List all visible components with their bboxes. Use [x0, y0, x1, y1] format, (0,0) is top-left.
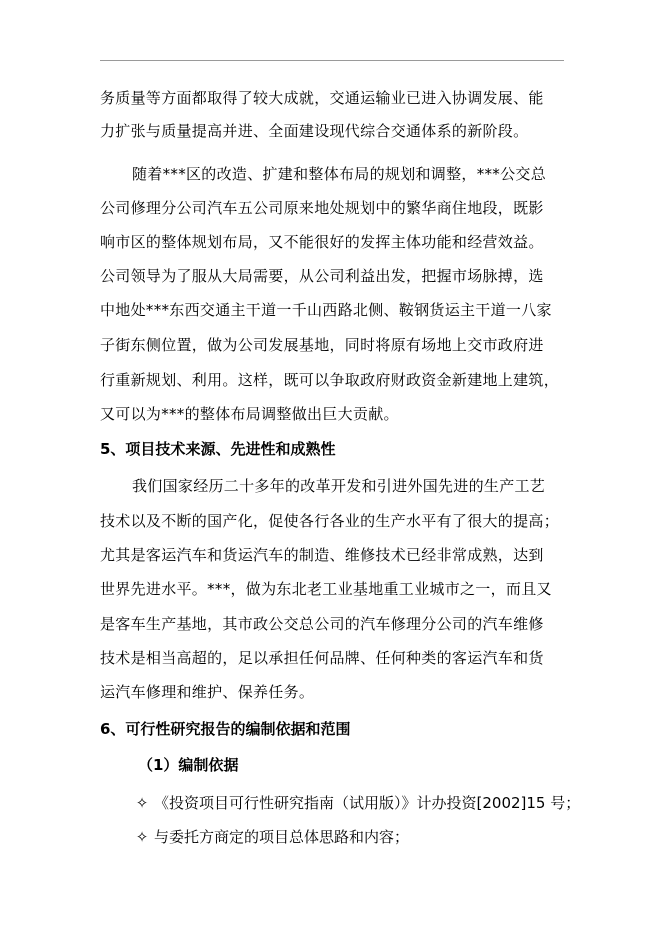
body-text-line: 技术是相当高超的，足以承担任何品牌、任何种类的客运汽车和货: [100, 649, 544, 667]
diamond-bullet-icon: ✧: [135, 794, 149, 812]
bullet-text: 与委托方商定的项目总体思路和内容；: [154, 828, 410, 846]
diamond-bullet-icon: ✧: [135, 828, 149, 846]
bullet-item: [132, 827, 409, 847]
body-text-line: 力扩张与质量提高并进、全面建设现代综合交通体系的新阶段。: [100, 122, 529, 140]
body-text-line: 运汽车修理和维护、保养任务。: [100, 683, 315, 701]
bullet-text: 《投资项目可行性研究指南（试用版）》计办投资[2002]15 号；: [154, 794, 581, 812]
body-text-line: 响市区的整体规划布局，又不能很好的发挥主体功能和经营效益。: [100, 233, 544, 251]
body-text-line: 世界先进水平。***，做为东北老工业基地重工业城市之一，而且又: [100, 580, 552, 598]
body-text-line: 我们国家经历二十多年的改革开发和引进外国先进的生产工艺: [132, 477, 546, 495]
body-text-line: 公司领导为了服从大局需要，从公司利益出发，把握市场脉搏，选: [100, 267, 544, 285]
body-text-line: 行重新规划、利用。这样，既可以争取政府财政资金新建地上建筑，: [100, 371, 560, 389]
section-heading-6: 6、可行性研究报告的编制依据和范围: [100, 720, 351, 738]
body-text-line: 公司修理分公司汽车五公司原来地处规划中的繁华商住地段，既影: [100, 199, 544, 217]
body-text-line: 中地处***东西交通主干道一千山西路北侧、鞍钢货运主干道一八家: [100, 301, 552, 319]
body-text-line: 又可以为***的整体布局调整做出巨大贡献。: [100, 405, 399, 423]
body-text-line: 是客车生产基地，其市政公交总公司的汽车修理分公司的汽车维修: [100, 615, 544, 633]
body-text-line: 务质量等方面都取得了较大成就，交通运输业已进入协调发展、能: [100, 89, 544, 107]
subsection-heading-1: （1）编制依据: [138, 756, 239, 774]
section-heading-5: 5、项目技术来源、先进性和成熟性: [100, 440, 336, 458]
body-text-line: 随着***区的改造、扩建和整体布局的规划和调整，***公交总: [132, 165, 547, 183]
header-rule: [100, 60, 564, 61]
bullet-item: [132, 793, 580, 813]
body-text-line: 子街东侧位置，做为公司发展基地，同时将原有场地上交市政府进: [100, 336, 544, 354]
body-text-line: 尤其是客运汽车和货运汽车的制造、维修技术已经非常成熟，达到: [100, 546, 544, 564]
body-text-line: 技术以及不断的国产化，促使各行各业的生产水平有了很大的提高；: [100, 512, 560, 530]
